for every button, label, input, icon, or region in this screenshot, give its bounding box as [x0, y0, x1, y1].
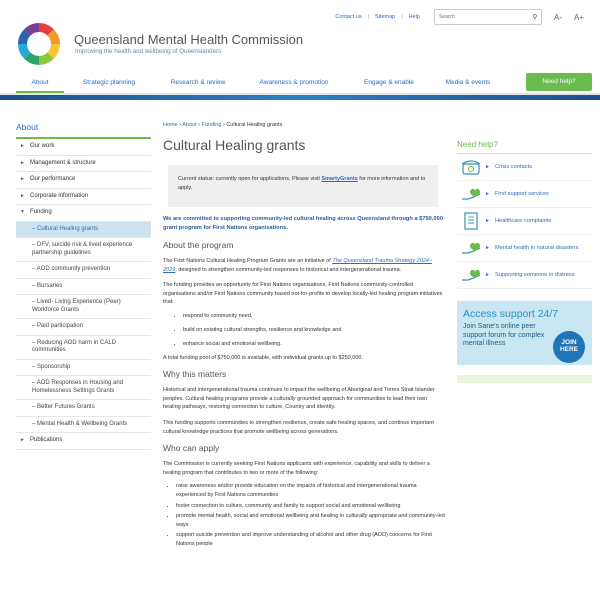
sidebar-subitem-aod-prevention[interactable]: – AOD community prevention: [16, 262, 151, 279]
link-label: Crisis contacts: [494, 164, 532, 170]
contact-link[interactable]: Contact us: [335, 14, 362, 20]
paragraph: The Commission is currently seeking First Nations applicants with experience, capability and skills to deliver a healing program that contributes to two or more of the following:: [163, 461, 430, 476]
list-item: • respond to community need,: [183, 312, 445, 321]
chevron-right-icon: ►: [485, 164, 490, 170]
list-item: • support suicide prevention and improve understanding of alcohol and other drug (AOD) concerns for First Nations people: [176, 531, 445, 548]
chevron-right-icon: ►: [20, 437, 25, 443]
paragraph-text: , designed to strengthen community-led responses to historical and intergenerational trauma.: [175, 266, 402, 273]
nav-media-events[interactable]: Media & events: [445, 79, 491, 86]
paragraph: A total funding pool of $750,000 is available, with individual grants up to $250,000.: [163, 354, 363, 361]
paragraph-text: The First Nations Cultural Healing Program Grants are an initiative of: [163, 258, 333, 264]
sidebar-subitem-bursaries[interactable]: – Bursaries: [16, 279, 151, 296]
document-icon: [460, 212, 482, 230]
healthcare-complaints-link[interactable]: [457, 208, 592, 235]
sidebar-item-label: Our performance: [30, 176, 76, 182]
sidebar-item-label: Management & structure: [30, 159, 96, 166]
sidebar-item-label: Funding: [30, 209, 52, 215]
sidebar-item-label: Publications: [30, 437, 63, 443]
sidebar-subitem-better-futures[interactable]: – Better Futures Grants: [16, 400, 151, 417]
list-item: • build on existing cultural strengths, resilience and knowledge and: [183, 326, 445, 335]
sidebar-subitem-sponsorship[interactable]: – Sponsorship: [16, 360, 151, 377]
chevron-right-icon: ►: [20, 176, 25, 182]
sidebar-item-management[interactable]: [16, 156, 151, 173]
list-item: • foster connection to culture, community and family to support social and emotional wellbeing: [176, 502, 445, 511]
nav-color-band: [0, 95, 600, 100]
sidebar-item-our-work[interactable]: [16, 139, 151, 156]
sidebar-subitem-aod-cald[interactable]: – Reducing AOD harm in CALD communities: [16, 336, 151, 360]
chevron-right-icon: ►: [20, 143, 25, 149]
sidebar-item-publications[interactable]: [16, 433, 151, 450]
breadcrumb-about[interactable]: About: [182, 122, 197, 128]
heading-about-program: About the program: [163, 240, 234, 250]
search-icon[interactable]: ⚲: [532, 14, 538, 21]
nav-strategic-planning[interactable]: Strategic planning: [82, 79, 136, 86]
join-here-button[interactable]: JOIN HERE: [553, 331, 585, 363]
utility-bar: [335, 9, 584, 25]
main-content: [163, 122, 445, 551]
support-text: Join Sane's online peer support forum for complex mental illness: [463, 323, 545, 347]
sitemap-link[interactable]: Sitemap: [375, 14, 396, 20]
main-nav: [16, 73, 592, 93]
link-label: Mental health in natural disasters: [494, 245, 579, 251]
status-box: [168, 165, 438, 207]
support-title: Access support 24/7: [463, 308, 559, 320]
need-help-heading: Need help?: [457, 140, 592, 154]
sidebar-subitem-aod-housing[interactable]: – AOD Responses in Housing and Homelessness Settings Grants: [16, 376, 151, 400]
hand-heart-icon: [460, 239, 482, 257]
logo-icon[interactable]: [17, 22, 61, 66]
sidebar-subitem-cultural-healing[interactable]: – Cultural Healing grants: [16, 222, 151, 239]
link-label: Supporting someone in distress: [494, 272, 575, 278]
nav-about[interactable]: About: [16, 73, 64, 93]
separator: |: [401, 14, 403, 20]
heading-who-can-apply: Who can apply: [163, 443, 220, 454]
sane-support-banner[interactable]: [457, 301, 592, 365]
font-increase-button[interactable]: A+: [573, 12, 584, 22]
list-item: • promote mental health, social and emotional wellbeing and healing in culturally appropriate and community-led ways: [176, 512, 445, 529]
sidebar-item-corporate[interactable]: [16, 189, 151, 206]
program-bullets: [163, 312, 445, 348]
sidebar-item-label: Our work: [30, 143, 55, 149]
font-decrease-button[interactable]: A-: [553, 12, 562, 22]
sidebar: [16, 122, 151, 450]
chevron-right-icon: ►: [485, 272, 490, 278]
status-text: Current status: currently open for applications. Please visit: [178, 176, 322, 182]
separator: |: [367, 14, 370, 20]
sidebar-item-performance[interactable]: [16, 172, 151, 189]
breadcrumb-funding[interactable]: Funding: [201, 122, 222, 128]
nav-engage-enable[interactable]: Engage & enable: [364, 79, 414, 86]
chevron-right-icon: ►: [485, 245, 490, 251]
hand-heart-icon: [460, 185, 482, 203]
paragraph: This funding supports communities to strengthen resilience, create safe healing spaces, and continue important cultural knowledge practices that promote wellbeing across generations.: [163, 420, 434, 435]
paragraph: [163, 257, 445, 274]
chevron-right-icon: ►: [20, 159, 25, 166]
phone-icon: [460, 158, 482, 176]
breadcrumb-current: Cultural Healing grants: [226, 122, 283, 128]
natural-disasters-link[interactable]: [457, 235, 592, 262]
site-tagline: Improving the health and wellbeing of Queenslanders: [75, 48, 222, 55]
status-text-end: for more information and to apply.: [178, 176, 426, 191]
sidebar-item-funding[interactable]: [16, 205, 151, 222]
sidebar-item-label: Corporate information: [30, 192, 89, 199]
need-help-button[interactable]: Need help?: [526, 73, 592, 91]
list-item: • raise awareness and/or provide education on the impacts of historical and intergenerational trauma experienced by First Nations communities: [176, 482, 445, 499]
sidebar-subitem-mental-health-grants[interactable]: – Mental Health & Wellbeing Grants: [16, 417, 151, 434]
site-title[interactable]: Queensland Mental Health Commission: [74, 32, 304, 47]
hand-heart-icon: [460, 266, 482, 284]
lead-paragraph: We are committed to supporting community-led cultural healing across Queensland through a $750,000 grant program for First Nations organisations.: [163, 216, 443, 231]
smartygrants-link[interactable]: SmartyGrants: [321, 176, 358, 182]
nav-awareness-promotion[interactable]: Awareness & promotion: [259, 79, 329, 86]
help-link[interactable]: Help: [408, 14, 420, 20]
paragraph: Historical and intergenerational trauma continues to impact the wellbeing of Aboriginal and Torres Strait Islander peoples. Cultural healing programs provide a culturally grounded approach for communities to lead their own healing pathways, restoring connection to culture, Country and identity.: [163, 387, 435, 411]
chevron-right-icon: ►: [485, 218, 490, 224]
page-title: Cultural Healing grants: [163, 137, 306, 153]
criteria-bullets: [163, 482, 445, 548]
sidebar-subitem-dfv[interactable]: – DFV, suicide risk & lived experience partnership guidelines: [16, 238, 151, 262]
search-input[interactable]: [435, 14, 529, 20]
crisis-contacts-link[interactable]: [457, 154, 592, 181]
breadcrumb-home[interactable]: Home: [163, 122, 178, 128]
sidebar-subitem-paid-participation[interactable]: – Paid participation: [16, 319, 151, 336]
find-support-link[interactable]: [457, 181, 592, 208]
nav-research-review[interactable]: Research & review: [170, 79, 226, 86]
supporting-someone-link[interactable]: [457, 262, 592, 289]
breadcrumb: Home › About › Funding › Cultural Healing grants: [163, 122, 283, 128]
chevron-right-icon: ►: [485, 191, 490, 197]
heading-why-matters: Why this matters: [163, 369, 227, 380]
search-box: [434, 9, 542, 25]
chevron-down-icon: ▼: [20, 209, 25, 215]
link-label: Find support services: [494, 191, 550, 197]
sidebar-heading[interactable]: About: [16, 122, 151, 139]
sidebar-subitem-lived-experience[interactable]: – Lived- Living Experience (Peer) Workforce Grants: [16, 295, 151, 319]
link-label: Healthcare complaints: [494, 218, 552, 224]
trauma-strategy-link[interactable]: The Queensland Trauma Strategy 2024–2029: [163, 258, 432, 273]
promo-strip: [457, 375, 592, 383]
chevron-right-icon: ►: [20, 192, 25, 199]
paragraph: The funding provides an opportunity for First Nations organisations, First Nations community-controlled organisations and/or First Nations community based not-for-profits to develop locally-led healing program initiatives that:: [163, 282, 443, 306]
need-help-panel: [457, 140, 592, 383]
list-item: • enhance social and emotional wellbeing.: [183, 340, 445, 349]
